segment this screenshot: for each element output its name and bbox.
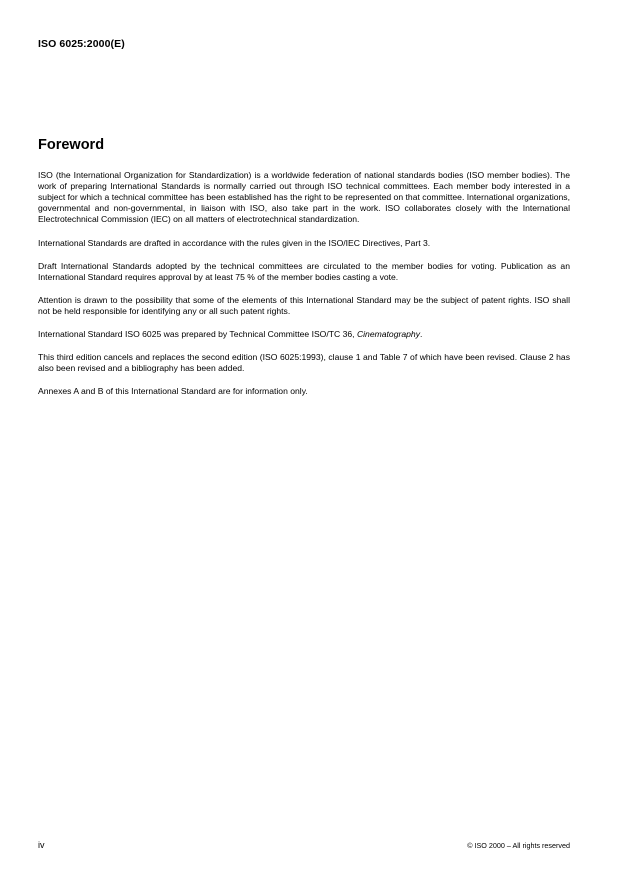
- paragraph-patent-rights: Attention is drawn to the possibility that some of the elements of this International Standard may be the subject of patent rights. ISO shall not be held responsible for identifying any or all such patent rights.: [38, 295, 570, 316]
- paragraph-drafting-rules: International Standards are drafted in accordance with the rules given in the ISO/IEC Directives, Part 3.: [38, 238, 431, 248]
- preparation-end: .: [420, 329, 423, 339]
- foreword-body: [38, 170, 570, 409]
- paragraph-voting: Draft International Standards adopted by the technical committees are circulated to the member bodies for voting. Publication as an International Standard requires approval by at least 75 % of the member bodies casting a vote.: [38, 261, 570, 282]
- paragraph-preparation: [38, 329, 570, 340]
- copyright-notice: © ISO 2000 – All rights reserved: [467, 841, 570, 850]
- document-id: ISO 6025:2000(E): [38, 38, 125, 50]
- page-number: iv: [38, 840, 45, 850]
- page-title: Foreword: [38, 137, 105, 153]
- committee-subject: Cinematography: [356, 329, 420, 339]
- preparation-text: International Standard ISO 6025 was prepared by Technical Committee ISO/TC 36,: [38, 329, 357, 339]
- paragraph-annexes: Annexes A and B of this International Standard are for information only.: [38, 386, 308, 396]
- paragraph-edition: This third edition cancels and replaces the second edition (ISO 6025:1993), clause 1 and Table 7 of which have been revised. Clause 2 has also been revised and a bibliography has been added.: [38, 352, 570, 373]
- paragraph-iso-organization: ISO (the International Organization for Standardization) is a worldwide federation of national standards bodies (ISO member bodies). The work of preparing International Standards is normally carried out through ISO technical committees. Each member body interested in a subject for which a technical committee has been established has the right to be represented on that committee. International organizations, governmental and non-governmental, in liaison with ISO, also take part in the work. ISO collaborates closely with the International Electrotechnical Commission (IEC) on all matters of electrotechnical standardization.: [38, 170, 570, 224]
